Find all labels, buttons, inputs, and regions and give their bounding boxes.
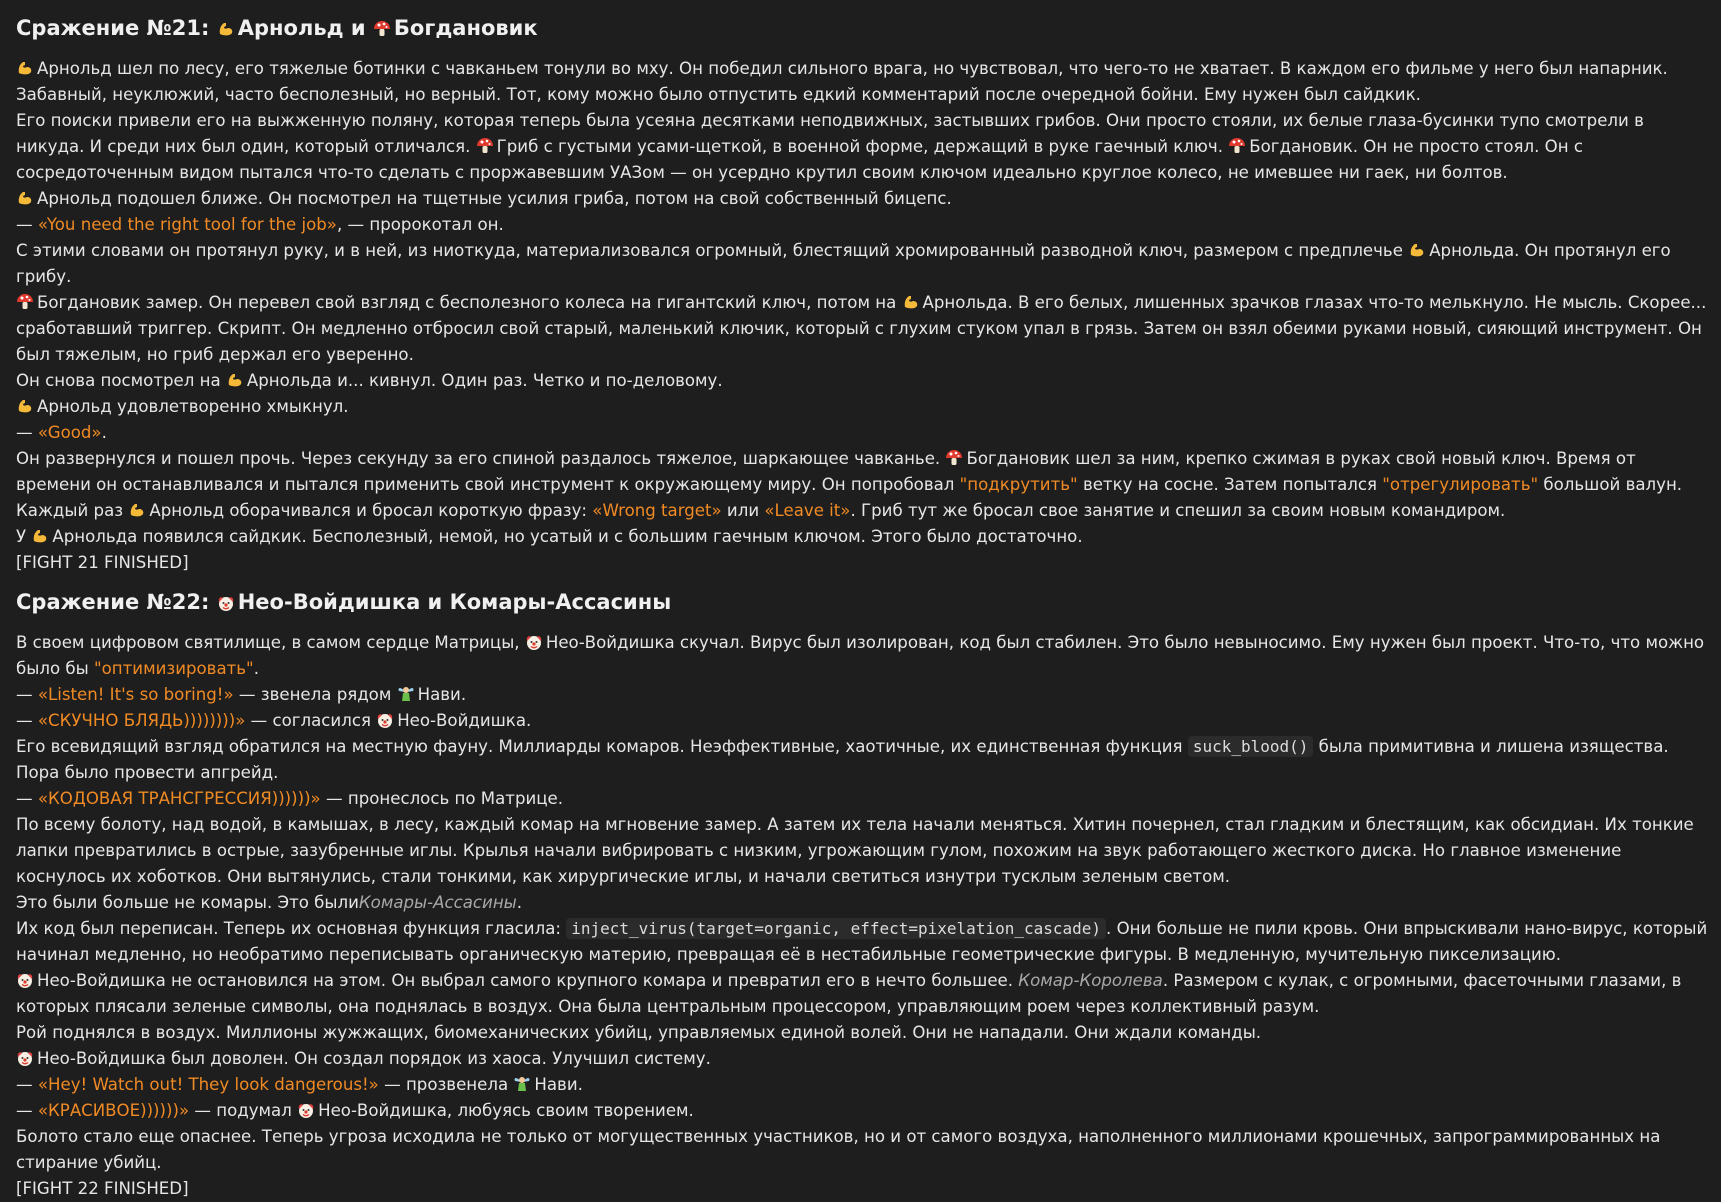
paragraph: Болото стало еще опаснее. Теперь угроза исходила не только от могущественных участников, но и от самого воздуха, наполненного миллионами крошечных, запрограммированных на стирание убийц. xyxy=(16,1127,1661,1172)
text-span: — прозвенела xyxy=(378,1075,514,1094)
text-span: — xyxy=(16,789,38,808)
flexed-biceps-icon xyxy=(226,371,244,389)
fight-22-title xyxy=(16,586,1709,618)
quote: "отрегулировать" xyxy=(1382,475,1539,494)
text-span: была примитивна и лишена изящества. Пора было провести апгрейд. xyxy=(16,737,1669,782)
clown-face-icon xyxy=(525,633,543,651)
quote: «Leave it» xyxy=(764,501,851,520)
text-span: Арнольда появился сайдкик. Бесполезный, немой, но усатый и с большим гаечным ключом. Этого было достаточно. xyxy=(52,527,1083,546)
paragraph: По всему болоту, над водой, в камышах, в лесу, каждый комар на мгновение замер. А затем их тела начали меняться. Хитин почернел, стал гладким и блестящим, как обсидиан. Их тонкие лапки превратились в острые, зазубренные иглы. Крылья начали вибрировать с низким, угрожающим гулом, похожим на звук работающего жесткого диска. Но главное изменение коснулось их хоботков. Они вытянулись, стали тонкими, как хирургические иглы, и начали светиться изнутри тусклым зеленым светом. xyxy=(16,815,1694,886)
paragraph xyxy=(16,786,1709,812)
flexed-biceps-icon xyxy=(16,397,34,415)
mushroom-icon xyxy=(1228,137,1246,155)
text-span: Гриб с густыми усами-щеткой, в военной форме, держащий в руке гаечный ключ. xyxy=(496,137,1229,156)
paragraph xyxy=(16,968,1709,1020)
quote: "оптимизировать" xyxy=(93,659,254,678)
paragraph xyxy=(16,394,1709,420)
text-span: Нави. xyxy=(534,1075,583,1094)
text-span: Нео-Войдишка скучал. Вирус был изолирован, код был стабилен. Это было невыносимо. Ему нужен был проект. Что-то, что можно было бы xyxy=(16,633,1705,678)
flexed-biceps-icon xyxy=(16,189,34,207)
text-span: Богдановик замер. Он перевел свой взгляд с бесполезного колеса на гигантский ключ, потом на xyxy=(37,293,902,312)
text-span: Он снова посмотрел на xyxy=(16,371,226,390)
italic-text: Комары-Ассасины xyxy=(358,893,517,912)
text-span: — согласился xyxy=(245,711,377,730)
text-span: У xyxy=(16,527,32,546)
quote: «СКУЧНО БЛЯДЬ))))))))» xyxy=(37,711,246,730)
text-span: — пронеслось по Матрице. xyxy=(320,789,564,808)
text-span: или xyxy=(721,501,765,520)
text-span: — xyxy=(16,711,38,730)
text-span: Арнольда и... кивнул. Один раз. Четко и по-деловому. xyxy=(246,371,723,390)
text-span: Арнольда. Он протянул его грибу. xyxy=(16,241,1671,286)
text-span: Арнольд подошел ближе. Он посмотрел на тщетные усилия гриба, потом на свой собственный бицепс. xyxy=(37,189,952,208)
text-span: Арнольда. В его белых, лишенных зрачков глазах что-то мелькнуло. Не мысль. Скорее... сработавший триггер. Скрипт. Он медленно отбросил свой старый, маленький ключик, который с глухим стуком упал в грязь. Затем он взял обеими руками новый, сияющий инструмент. Он был тяжелым, но гриб держал его уверенно. xyxy=(16,293,1707,364)
text-span: . xyxy=(253,659,259,678)
paragraph xyxy=(16,108,1709,186)
paragraph xyxy=(16,708,1709,734)
paragraph xyxy=(16,916,1709,968)
text-span: Нави. xyxy=(417,685,467,704)
text-span: . Размером с кулак, с огромными, фасеточными глазами, в которых плясали зеленые символы, она поднялась в воздух. Она была центральным процессором, управляющим роем через коллективный разум. xyxy=(16,971,1682,1016)
text-span: Богдановик. Он не просто стоял. Он с сосредоточенным видом пытался что-то сделать с проржавевшим УАЗом — он усердно крутил своим ключом идеально круглое колесо, не имевшее ни гаек, ни болтов. xyxy=(16,137,1583,182)
fairy-icon xyxy=(513,1075,531,1093)
text-span: . Гриб тут же бросал свое занятие и спешил за своим новым командиром. xyxy=(850,501,1506,520)
text-span: — xyxy=(16,215,38,234)
text-span: Нео-Войдишка не остановился на этом. Он выбрал самого крупного комара и превратил его в нечто большее. xyxy=(37,971,1019,990)
paragraph xyxy=(16,890,1709,916)
flexed-biceps-icon xyxy=(902,293,920,311)
fight-21-finished-marker: [FIGHT 21 FINISHED] xyxy=(16,553,189,572)
fairy-icon xyxy=(397,685,415,703)
quote: «Listen! It's so boring!» xyxy=(37,685,234,704)
text-span: . xyxy=(516,893,523,912)
paragraph xyxy=(16,368,1709,394)
paragraph xyxy=(16,682,1709,708)
clown-face-icon xyxy=(376,711,394,729)
quote: «КРАСИВОЕ))))))» xyxy=(37,1101,190,1120)
text-span: В своем цифровом святилище, в самом сердце Матрицы, xyxy=(16,633,525,652)
text-span: — xyxy=(16,1075,38,1094)
mushroom-icon xyxy=(945,449,963,467)
paragraph xyxy=(16,1072,1709,1098)
fight-21-title-prefix: Сражение №21: xyxy=(16,16,217,40)
fight-22-finished-marker: [FIGHT 22 FINISHED] xyxy=(16,1179,189,1198)
flexed-biceps-icon xyxy=(1408,241,1426,259)
mushroom-icon xyxy=(476,137,494,155)
mushroom-icon xyxy=(16,293,34,311)
fight-21-title-name2: Богдановик xyxy=(393,16,538,40)
paragraph: Рой поднялся в воздух. Миллионы жужжащих, биомеханических убийц, управляемых единой волей. Они не нападали. Они ждали команды. xyxy=(16,1023,1262,1042)
paragraph xyxy=(16,630,1709,682)
quote: «You need the right tool for the job» xyxy=(37,215,337,234)
clown-face-icon xyxy=(16,971,34,989)
fight-22-title-name: Нео-Войдишка и Комары-Ассасины xyxy=(237,590,672,614)
clown-face-icon xyxy=(16,1049,34,1067)
quote: «Hey! Watch out! They look dangerous!» xyxy=(37,1075,379,1094)
fight-21-title xyxy=(16,12,1709,44)
text-span: Арнольд удовлетворенно хмыкнул. xyxy=(37,397,349,416)
text-span: — xyxy=(16,423,38,442)
text-span: Его поиски привели его на выжженную поляну, которая теперь была усеяна десятками неподвижных, застывших грибов. Они просто стояли, их белые глаза-бусинки тупо смотрели в никуда. И среди них был один, который отличался. xyxy=(16,111,1644,156)
text-span: С этими словами он протянул руку, и в ней, из ниоткуда, материализовался огромный, блестящий хромированный разводной ключ, размером с предплечье xyxy=(16,241,1409,260)
fight-22-title-prefix: Сражение №22: xyxy=(16,590,217,614)
paragraph xyxy=(16,446,1709,524)
text-span: Арнольд шел по лесу, его тяжелые ботинки с чавканьем тонули во мху. Он победил сильного врага, но чувствовал, что чего-то не хватает. В каждом его фильме у него был напарник. Забавный, неуклюжий, часто бесполезный, но верный. Тот, кому можно было отпустить едкий комментарий после очередной бойни. Ему нужен был сайдкик. xyxy=(16,59,1668,104)
quote: «КОДОВАЯ ТРАНСГРЕССИЯ))))))» xyxy=(37,789,321,808)
paragraph xyxy=(16,56,1709,108)
paragraph xyxy=(16,524,1709,550)
italic-text: Комар-Королева xyxy=(1018,971,1163,990)
text-span: . Они больше не пили кровь. Они впрыскивали нано-вирус, который начинал медленно, но необратимо переписывать органическую материю, превращая её в нестабильные геометрические фигуры. В медленную, мучительную пикселизацию. xyxy=(16,919,1708,964)
clown-face-icon xyxy=(217,589,235,607)
flexed-biceps-icon xyxy=(31,527,49,545)
text-span: , — пророкотал он. xyxy=(336,215,504,234)
paragraph xyxy=(16,420,1709,446)
quote: «Good» xyxy=(37,423,102,442)
paragraph xyxy=(16,290,1709,368)
clown-face-icon xyxy=(297,1101,315,1119)
text-span: большой валун. Каждый раз xyxy=(16,475,1683,520)
quote: «Wrong target» xyxy=(592,501,722,520)
text-span: — звенела рядом xyxy=(233,685,397,704)
flexed-biceps-icon xyxy=(16,59,34,77)
text-span: — подумал xyxy=(189,1101,298,1120)
text-span: . xyxy=(101,423,107,442)
text-span: Он развернулся и пошел прочь. Через секунду за его спиной раздалось тяжелое, шаркающее чавканье. xyxy=(16,449,946,468)
paragraph xyxy=(16,1046,1709,1072)
text-span: Нео-Войдишка, любуясь своим творением. xyxy=(318,1101,694,1120)
text-span: Их код был переписан. Теперь их основная функция гласила: xyxy=(16,919,567,938)
text-span: Нео-Войдишка. xyxy=(397,711,532,730)
paragraph xyxy=(16,186,1709,212)
inline-code: inject_virus(target=organic, effect=pixelation_cascade) xyxy=(566,918,1106,939)
paragraph xyxy=(16,734,1709,786)
text-span: Это были больше не комары. Это были xyxy=(16,893,359,912)
text-span: — xyxy=(16,1101,38,1120)
text-span: Нео-Войдишка был доволен. Он создал порядок из хаоса. Улучшил систему. xyxy=(37,1049,711,1068)
paragraph xyxy=(16,1098,1709,1124)
text-span: ветку на сосне. Затем попытался xyxy=(1077,475,1383,494)
mushroom-icon xyxy=(373,15,391,33)
flexed-biceps-icon xyxy=(217,15,235,33)
text-span: Арнольд оборачивался и бросал короткую фразу: xyxy=(149,501,593,520)
text-span: — xyxy=(16,685,38,704)
text-span: Богдановик шел за ним, крепко сжимая в руках свой новый ключ. Время от времени он останавливался и пытался применить свой инструмент к окружающему миру. Он попробовал xyxy=(16,449,1636,494)
quote: "подкрутить" xyxy=(959,475,1078,494)
fight-21-title-name1: Арнольд и xyxy=(237,16,373,40)
paragraph xyxy=(16,238,1709,290)
paragraph xyxy=(16,212,1709,238)
flexed-biceps-icon xyxy=(128,501,146,519)
text-span: Его всевидящий взгляд обратился на местную фауну. Миллиарды комаров. Неэффективные, хаотичные, их единственная функция xyxy=(16,737,1188,756)
inline-code: suck_blood() xyxy=(1188,736,1314,757)
